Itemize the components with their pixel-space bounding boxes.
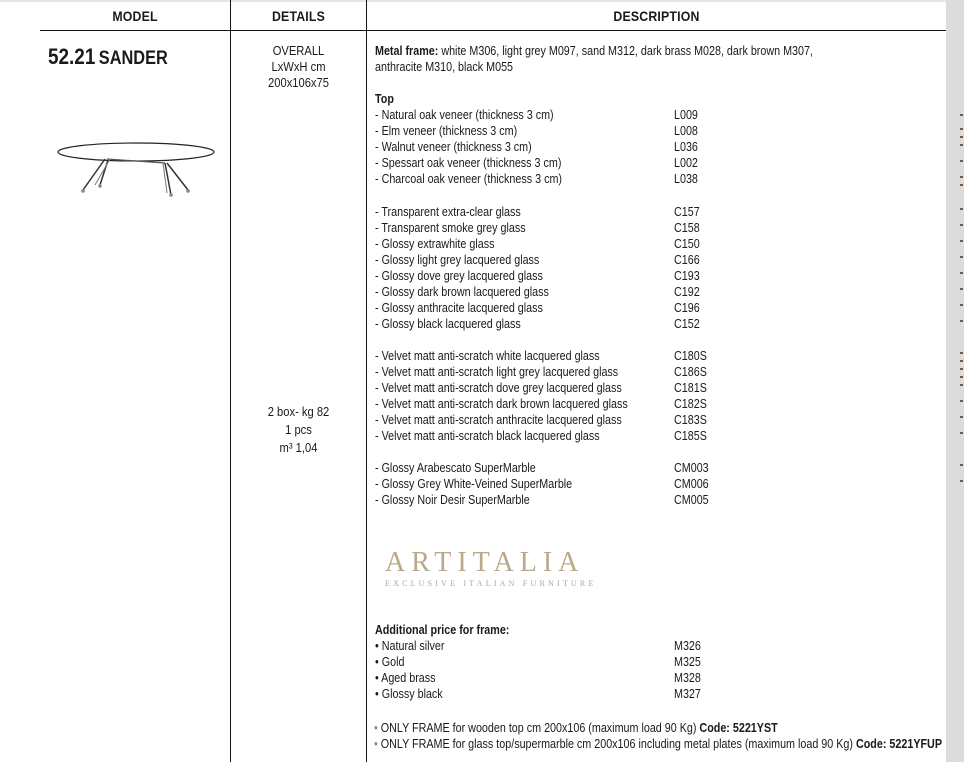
frame-finish-code: M326: [674, 639, 701, 653]
wood-top-row: [375, 123, 875, 139]
margin-mark: [960, 128, 963, 130]
margin-mark: [960, 224, 963, 226]
glass-top-label: - Transparent extra-clear glass: [375, 205, 521, 219]
wood-top-row: [375, 139, 875, 155]
margin-mark: [960, 240, 963, 242]
glass-top-label: - Glossy light grey lacquered glass: [375, 253, 540, 267]
top-strip: [0, 0, 964, 2]
additional-price-label: Additional price for frame:: [375, 623, 510, 637]
margin-mark: [960, 136, 963, 138]
wood-top-code: L008: [674, 124, 698, 138]
oval-table-illustration-icon: [55, 135, 217, 197]
artitalia-watermark: [385, 548, 597, 590]
frame-finish-row: [375, 654, 875, 670]
details-dims-label: LxWxH cm: [271, 59, 326, 74]
wood-top-code: L036: [674, 140, 698, 154]
header-details: DETAILS: [271, 8, 326, 24]
velvet-top-row: [375, 364, 875, 380]
margin-mark: [960, 114, 963, 116]
header-model: MODEL: [112, 8, 158, 24]
margin-mark: [960, 384, 963, 386]
note-glass-frame: • ONLY FRAME for glass top/supermarble cm 200x106 including metal plates (maximum load 90 Kg) Code: 5221YFUP: [374, 737, 942, 751]
margin-mark: [960, 352, 963, 354]
velvet-top-label: - Velvet matt anti-scratch dark brown lacquered glass: [375, 397, 628, 411]
velvet-top-code: C185S: [674, 429, 707, 443]
margin-mark: [960, 272, 963, 274]
glass-top-label: - Glossy anthracite lacquered glass: [375, 301, 543, 315]
frame-finish-label: • Gold: [375, 655, 405, 669]
velvet-top-label: - Velvet matt anti-scratch black lacquered glass: [375, 429, 600, 443]
glass-top-code: C192: [674, 285, 700, 299]
glass-top-row: [375, 204, 875, 220]
code-5221yfup: Code: 5221YFUP: [855, 737, 942, 751]
marble-top-label: - Glossy Noir Desir SuperMarble: [375, 493, 530, 507]
metal-frame-line-2: anthracite M310, black M055: [375, 60, 514, 74]
velvet-top-code: C180S: [674, 349, 707, 363]
column-divider: [230, 0, 231, 762]
frame-finish-label: • Natural silver: [375, 639, 445, 653]
glass-top-code: C158: [674, 221, 700, 235]
frame-finish-label: • Glossy black: [375, 687, 443, 701]
margin-mark: [960, 144, 963, 146]
marble-top-code: CM003: [674, 461, 709, 475]
margin-mark: [960, 320, 963, 322]
glass-top-row: [375, 268, 875, 284]
wood-top-code: L002: [674, 156, 698, 170]
marble-top-code: CM006: [674, 477, 709, 491]
velvet-top-code: C183S: [674, 413, 707, 427]
model-name: SANDER: [98, 48, 168, 69]
velvet-top-row: [375, 428, 875, 444]
velvet-top-code: C181S: [674, 381, 707, 395]
margin-mark: [960, 184, 963, 186]
wood-top-label: - Spessart oak veneer (thickness 3 cm): [375, 156, 562, 170]
glass-top-label: - Glossy extrawhite glass: [375, 237, 495, 251]
details-pieces: 1 pcs: [285, 422, 312, 437]
column-divider: [366, 0, 367, 762]
margin-mark: [960, 288, 963, 290]
frame-finish-code: M328: [674, 671, 701, 685]
wood-top-label: - Walnut veneer (thickness 3 cm): [375, 140, 532, 154]
glass-top-code: C193: [674, 269, 700, 283]
margin-mark: [960, 360, 963, 362]
velvet-top-label: - Velvet matt anti-scratch light grey lacquered glass: [375, 365, 619, 379]
watermark-logo: ARTITALIA: [385, 547, 585, 578]
code-5221yst: Code: 5221YST: [699, 721, 778, 735]
marble-top-row: [375, 476, 875, 492]
details-packaging: 2 box- kg 82: [267, 404, 330, 419]
glass-top-label: - Glossy black lacquered glass: [375, 317, 521, 331]
margin-mark: [960, 368, 963, 370]
frame-finish-row: [375, 686, 875, 702]
model-title: [48, 44, 168, 70]
margin-mark: [960, 208, 963, 210]
margin-mark: [960, 432, 963, 434]
glass-top-row: [375, 300, 875, 316]
details-overall: OVERALL: [272, 43, 325, 58]
marble-top-label: - Glossy Arabescato SuperMarble: [375, 461, 536, 475]
glass-top-code: C150: [674, 237, 700, 251]
glass-top-label: - Glossy dark brown lacquered glass: [375, 285, 549, 299]
glass-top-row: [375, 220, 875, 236]
details-dims-value: 200x106x75: [268, 75, 329, 90]
glass-top-code: C157: [674, 205, 700, 219]
glass-top-label: - Transparent smoke grey glass: [375, 221, 526, 235]
glass-top-code: C152: [674, 317, 700, 331]
margin-mark: [960, 160, 963, 162]
metal-frame-line-1: [375, 43, 813, 59]
wood-top-code: L038: [674, 172, 698, 186]
velvet-top-row: [375, 348, 875, 364]
frame-finish-code: M325: [674, 655, 701, 669]
velvet-top-code: C182S: [674, 397, 707, 411]
wood-top-row: [375, 155, 875, 171]
marble-top-label: - Glossy Grey White-Veined SuperMarble: [375, 477, 573, 491]
wood-top-code: L009: [674, 108, 698, 122]
watermark-tagline: EXCLUSIVE ITALIAN FURNITURE: [385, 579, 597, 588]
margin-mark: [960, 376, 963, 378]
wood-top-label: - Charcoal oak veneer (thickness 3 cm): [375, 172, 563, 186]
velvet-top-row: [375, 396, 875, 412]
top-section-label: Top: [375, 92, 394, 106]
marble-top-row: [375, 492, 875, 508]
right-margin-strip: [946, 0, 964, 762]
glass-top-row: [375, 252, 875, 268]
velvet-top-code: C186S: [674, 365, 707, 379]
marble-top-row: [375, 460, 875, 476]
margin-mark: [960, 400, 963, 402]
details-volume: m³ 1,04: [279, 440, 318, 455]
velvet-top-label: - Velvet matt anti-scratch white lacquered glass: [375, 349, 600, 363]
frame-finish-row: [375, 638, 875, 654]
glass-top-label: - Glossy dove grey lacquered glass: [375, 269, 543, 283]
metal-frame-options: white M306, light grey M097, sand M312, dark brass M028, dark brown M307,: [438, 44, 813, 58]
margin-mark: [960, 304, 963, 306]
wood-top-label: - Natural oak veneer (thickness 3 cm): [375, 108, 554, 122]
glass-top-row: [375, 284, 875, 300]
velvet-top-row: [375, 412, 875, 428]
frame-finish-label: • Aged brass: [375, 671, 436, 685]
metal-frame-label: Metal frame:: [375, 44, 439, 58]
wood-top-row: [375, 107, 875, 123]
glass-top-row: [375, 236, 875, 252]
margin-mark: [960, 480, 963, 482]
frame-finish-code: M327: [674, 687, 701, 701]
wood-top-row: [375, 171, 875, 187]
frame-finish-row: [375, 670, 875, 686]
velvet-top-label: - Velvet matt anti-scratch dove grey lacquered glass: [375, 381, 622, 395]
velvet-top-row: [375, 380, 875, 396]
glass-top-row: [375, 316, 875, 332]
velvet-top-label: - Velvet matt anti-scratch anthracite lacquered glass: [375, 413, 622, 427]
margin-mark: [960, 464, 963, 466]
marble-top-code: CM005: [674, 493, 709, 507]
margin-mark: [960, 176, 963, 178]
glass-top-code: C196: [674, 301, 700, 315]
header-rule: [40, 30, 946, 31]
margin-mark: [960, 416, 963, 418]
margin-mark: [960, 256, 963, 258]
model-number: 52.21: [48, 44, 96, 69]
note-wooden-frame: • ONLY FRAME for wooden top cm 200x106 (maximum load 90 Kg) Code: 5221YST: [374, 721, 778, 735]
glass-top-code: C166: [674, 253, 700, 267]
header-description: DESCRIPTION: [613, 8, 700, 24]
wood-top-label: - Elm veneer (thickness 3 cm): [375, 124, 518, 138]
